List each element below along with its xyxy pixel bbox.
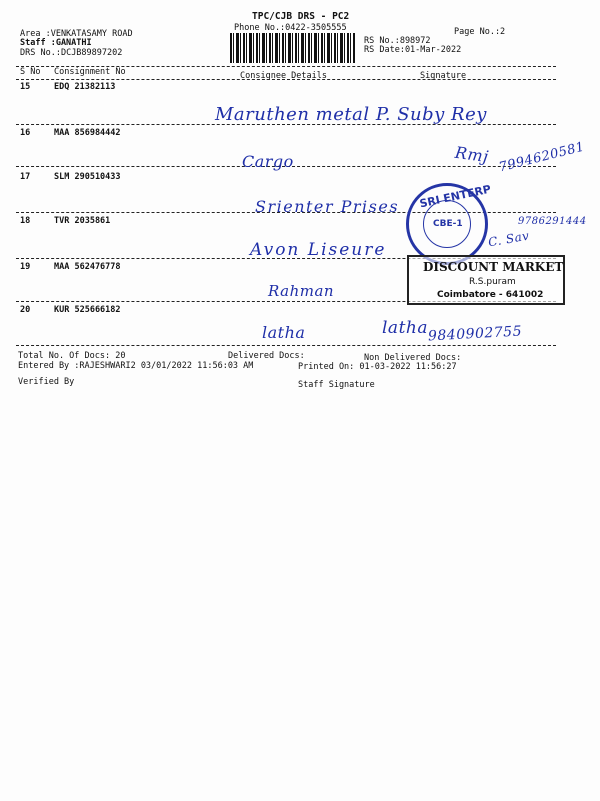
staff-field: Staff :GANATHI xyxy=(20,38,92,48)
col-signature: Signature xyxy=(420,71,467,81)
staff-signature: Staff Signature xyxy=(298,380,375,390)
row-sno: 17 xyxy=(20,172,31,182)
handwritten-consignee: Maruthen metal P. Suby Rey xyxy=(215,104,487,125)
barcode xyxy=(230,33,355,63)
rs-date: RS Date:01-Mar-2022 xyxy=(364,45,462,55)
stamp-center-text: CBE-1 xyxy=(433,219,463,229)
drs-number-value: DCJB89897202 xyxy=(60,48,123,58)
row-consignment: KUR 525666182 xyxy=(54,305,121,315)
area-field: Area :VENKATASAMY ROAD xyxy=(20,29,133,39)
row-consignment: MAA 856984442 xyxy=(54,128,121,138)
row-consignment: SLM 290510433 xyxy=(54,172,121,182)
rs-number: RS No.:898972 xyxy=(364,36,431,46)
row-sno: 20 xyxy=(20,305,31,315)
col-consignment: Consignment No xyxy=(54,67,126,77)
verified-by: Verified By xyxy=(18,377,75,387)
total-docs: Total No. Of Docs: 20 xyxy=(18,351,126,361)
phone-number: Phone No.:0422-3505555 xyxy=(234,23,347,33)
row-sno: 19 xyxy=(20,262,31,272)
row-consignment: EDQ 21382113 xyxy=(54,82,116,92)
row-consignment: MAA 562476778 xyxy=(54,262,121,272)
handwritten-phone: 7994620581 xyxy=(497,139,587,176)
handwritten-consignee: latha xyxy=(262,323,306,342)
col-sno: S No xyxy=(20,67,41,77)
printed-on: Printed On: 01-03-2022 11:56:27 xyxy=(298,362,457,372)
header-divider-bottom xyxy=(16,79,556,80)
delivered-docs: Delivered Docs: xyxy=(228,351,305,361)
handwritten-signature: C. Sav xyxy=(487,228,531,250)
row-consignment: TVR 2035861 xyxy=(54,216,111,226)
row-divider xyxy=(16,345,556,346)
entered-by: Entered By :RAJESHWARI2 03/01/2022 11:56:03 AM xyxy=(18,361,254,371)
handwritten-signature: latha xyxy=(382,318,428,338)
handwritten-consignee: Avon Liseure xyxy=(250,240,387,260)
document-title: TPC/CJB DRS - PC2 xyxy=(252,11,350,22)
row-sno: 16 xyxy=(20,128,31,138)
handwritten-phone: 9840902755 xyxy=(427,323,523,345)
handwritten-phone: 9786291444 xyxy=(518,216,587,227)
row-sno: 18 xyxy=(20,216,31,226)
stamp-ring-text: SRI ENTERP xyxy=(418,182,493,211)
stamp-line: Coimbatore - 641002 xyxy=(437,290,544,300)
stamp-title: DISCOUNT MARKET xyxy=(423,260,564,274)
handwritten-consignee: Cargo xyxy=(242,152,294,171)
company-round-stamp xyxy=(406,182,493,265)
drs-number xyxy=(20,48,122,58)
handwritten-consignee: Srienter Prises xyxy=(255,197,400,216)
handwritten-signature: Rmj xyxy=(453,142,490,167)
non-delivered-docs: Non Delivered Docs: xyxy=(364,353,462,363)
discount-market-stamp xyxy=(407,255,565,305)
handwritten-consignee: Rahman xyxy=(268,282,335,300)
page-number: Page No.:2 xyxy=(454,27,506,37)
col-consignee: Consignee Details xyxy=(240,71,327,81)
drs-number-label: DRS No.: xyxy=(20,48,61,58)
row-sno: 15 xyxy=(20,82,31,92)
stamp-line: R.S.puram xyxy=(469,277,516,287)
